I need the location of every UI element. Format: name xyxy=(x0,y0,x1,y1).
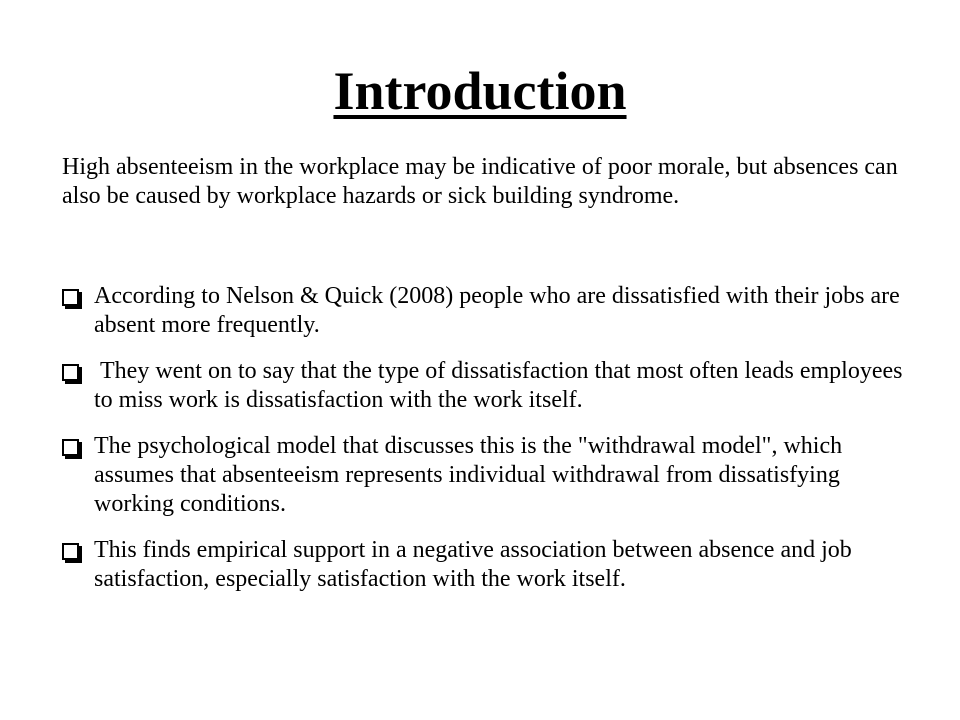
checkbox-square-icon xyxy=(62,439,79,456)
slide-title: Introduction xyxy=(333,61,627,121)
checkbox-square-icon xyxy=(62,543,79,560)
bullet-item xyxy=(62,282,912,340)
bullet-item xyxy=(62,432,912,519)
bullet-text: This finds empirical support in a negative association between absence and job satisfaction, especially satisfaction with the work itself. xyxy=(94,537,858,592)
checkbox-square-icon xyxy=(62,364,79,381)
intro-paragraph: High absenteeism in the workplace may be indicative of poor morale, but absences can also be caused by workplace hazards or sick building syndrome. xyxy=(62,154,898,209)
checkbox-square-icon xyxy=(62,289,79,306)
bullet-list xyxy=(62,282,912,611)
bullet-text: The psychological model that discusses this is the "withdrawal model", which assumes that absenteeism represents individual withdrawal from dissatisfying working conditions. xyxy=(94,433,849,517)
bullet-text: According to Nelson & Quick (2008) people who are dissatisfied with their jobs are absent more frequently. xyxy=(94,283,906,338)
bullet-item xyxy=(62,357,912,415)
bullet-text: They went on to say that the type of dissatisfaction that most often leads employees to miss work is dissatisfaction with the work itself. xyxy=(94,358,909,413)
bullet-item xyxy=(62,536,912,594)
